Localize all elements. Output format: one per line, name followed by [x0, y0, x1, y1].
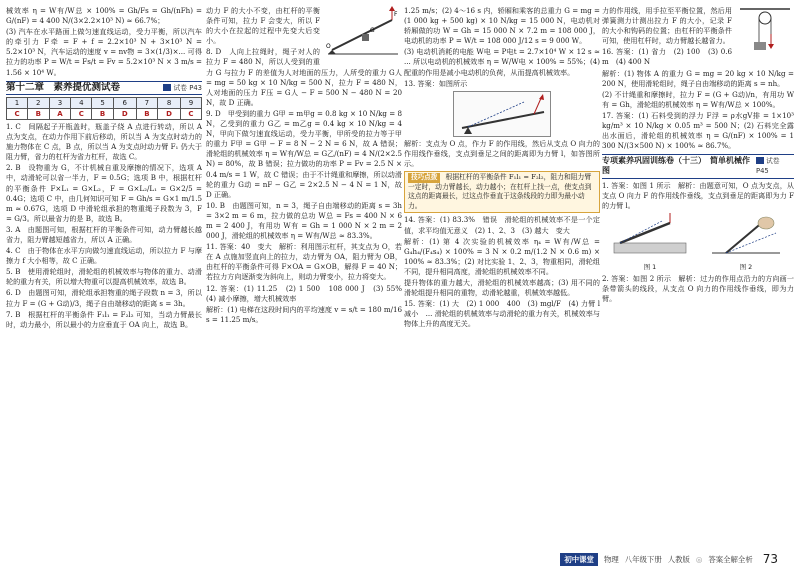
lever-answer-diagram — [453, 91, 551, 137]
footer-label: 答案全解全析 — [708, 554, 753, 564]
question-number-cell: 6 — [113, 97, 136, 108]
section-reference: 试卷 P45 — [755, 157, 780, 176]
figure-1 — [610, 213, 690, 272]
paragraph: (3) 电动机消耗的电能 W电 = P电t = 2.7×10⁴ W × 12 s ≈ ... 所以电动机的机械效率 η = W/W电 × 100% = 55%；(4) 配重的作用是减小电动机的负荷，从而提高机械效率。 — [404, 47, 600, 77]
answer-cell: B — [136, 108, 158, 119]
question-number-cell: 8 — [158, 97, 181, 108]
label-g: G — [370, 27, 375, 34]
subject-label: 物理 — [603, 554, 619, 564]
paragraph: 8. D 人向上拉绳时，绳子对人的拉力 F = 480 N，所以人受到的重力 G 与拉力 F 的差值为人对地面的压力，人所受的重力 G人 = mg = 50 kg × 10 N/kg = 500 N，拉力 F = 480 N，人对地面的压力 F压 = G人 − F = 500 N − 480 N = 20 N，故 D 正确。 — [206, 47, 402, 107]
page-number: 73 — [762, 552, 778, 566]
edition-label: 人教版 — [667, 554, 690, 564]
paragraph: 2. B 设物重为 G，不计机械自重及摩擦的情况下，选项 A 中，动滑轮可以省一半力，F = 0.5G；选项 B 中，根据杠杆的平衡条件 F×L₁ = G×L₂，F = G×L₂/L₁ = G×2/5 = 0.4G；选项 C 中，由几何知识可知 F = Gh/s = G×1 m/1.5 m ≈ 0.67G，选项 D 中滑轮组承担的物重绳子段数为 3，F = G/3。所以最省力的是 B，故选 B。 — [6, 163, 202, 223]
column-3 — [404, 6, 600, 538]
grade-label: 八年级下册 — [624, 554, 662, 564]
paragraph: 解析：(1) 电梯在这段时间内的平均速度 v = s/t = 180 m/16 s = 11.25 m/s。 — [206, 304, 402, 324]
paragraph: 1. C 间隔起子开瓶盖时，瓶盖子绕 A 点进行转动，所以 A 点为支点，在动力作用下前后移动，所以当 A 为支点时动力的施力物体在 C 点，B 点，所以当 A 为支点时动力臂 F₁ 仍大于阻力臂，省力的杠杆为省力杠杆，故选 C。 — [6, 121, 202, 162]
separator-icon: ◎ — [695, 554, 703, 564]
label-f: F — [394, 11, 398, 18]
question-number-cell: 3 — [49, 97, 71, 108]
question-number-cell: 9 — [180, 97, 201, 108]
paragraph: 1.25 m/s；(2) 4～16 s 内，轿厢和乘客的总重力 G = mg = (1 000 kg + 500 kg) × 10 N/kg = 15 000 N，电动机对轿厢做的功 W = Gh = 15 000 N × 7.2 m = 108 000 J，电动机的功率 P = W/t = 108 000 J/12 s = 9 000 W。 — [404, 6, 600, 46]
paragraph: 力的作用线，用手拉至平衡位置，然后用弹簧测力计测出拉力 F 的大小，记录 F 的大小和钩码的位置；由杠杆的平衡条件可知，使用杠杆时，动力臂越长越省力。 — [602, 6, 732, 46]
answer-cell: C — [7, 108, 28, 119]
column-2 — [206, 6, 402, 538]
answer-cell: C — [180, 108, 201, 119]
brand-label: 初中课堂 — [560, 553, 598, 566]
paragraph: 14. 答案：(1) 83.3% 错误 滑轮组的机械效率不是一个定值，求平均值无意义 (2) 1、2、3 (3) 越大 变大 — [404, 215, 600, 235]
paragraph: 12. 答案：(1) 11.25 (2) 1 500 108 000 J (3) 55% (4) 减小摩擦，增大机械效率 — [206, 283, 402, 303]
answer-cell: C — [71, 108, 92, 119]
paragraph: 解析：(1) 物体 A 的重力 G = mg = 20 kg × 10 N/kg = 200 N，使用滑轮组时，绳子自由端移动的距离 s = nh。 — [602, 68, 794, 88]
column-4 — [602, 6, 794, 538]
paragraph: 械效率 η = W有/W总 × 100% = Gh/Fs = Gh/(nFh) = G/(nF) = 4 400 N/(3×2.2×10³ N) ≈ 66.7%； — [6, 6, 202, 26]
question-number-cell: 5 — [92, 97, 114, 108]
book-icon — [756, 157, 764, 164]
paragraph: 11. 答案：40 变大 解析：利用图示杠杆，其支点为 O，若在 A 点施加竖直向上的拉力，动力臂为 OA，阻力臂为 OB，由杠杆的平衡条件可得 F×OA = G×OB，解得 F = 40 N；若拉力方向逐渐变为斜向上，则动力臂变小，拉力将变大。 — [206, 242, 402, 282]
tip-tag: 技巧点拨 — [408, 173, 440, 183]
tip-text: 根据杠杆的平衡条件 F₁l₁ = F₂l₂，阻力和阻力臂一定时，动力臂越长，动力越小；在杠杆上找一点，使支点到这点的距离最长，过这点作垂直于这条线段的力即为最小动力。 — [408, 173, 592, 210]
column-1 — [6, 6, 202, 538]
figure-caption: 图 1 — [643, 262, 657, 271]
paragraph: 解析：支点为 O 点，作力 F 的作用线，然后从支点 O 向力的作用线作垂线，支点到垂足之间的距离即为力臂 l，如答图所示。 — [404, 138, 600, 168]
question-number-cell: 4 — [71, 97, 92, 108]
paragraph: 15. 答案：(1) 大 (2) 1 000 400 (3) mgl/F (4) 力臂 l 减小 ... 滑轮组的机械效率与动滑轮的重力有关，机械效率与物体上升的高度无关。 — [404, 299, 600, 329]
paragraph: 提升物体的重力越大，滑轮组的机械效率越高；(3) 用不同的滑轮组提升相同的重物，动滑轮越重，机械效率越低。 — [404, 277, 600, 298]
question-number-cell: 1 — [7, 97, 28, 108]
wrench-diagram — [610, 213, 690, 259]
answer-cell: B — [92, 108, 114, 119]
paragraph: 6. D 由题图可知，滑轮组承担物重的绳子段数 n = 3，所以拉力 F = (G + G动)/3，绳子自由端移动的距离 s = 3h。 — [6, 288, 202, 308]
page-footer — [0, 544, 800, 574]
answer-cell: D — [158, 108, 181, 119]
section-title: 专项素养巩固训练卷（十三） 简单机械作图 — [602, 156, 750, 176]
paragraph: 10. B 由题图可知，n = 3，绳子自由端移动的距离 s = 3h = 3×2 m = 6 m，拉力做的总功 W总 = Fs = 400 N × 6 m = 2 400 J，有用功 W有 = Gh = 1 000 N × 2 m = 2 000 J，滑轮组的机械效率 η = W有/W总 ≈ 83.3%。 — [206, 200, 402, 241]
question-number-cell: 7 — [136, 97, 158, 108]
paragraph: 1. 答案：如图 1 所示 解析：由题意可知，O 点为支点，从支点 O 向力 F 的作用线作垂线，支点到垂足的距离即为力 F 的力臂 l。 — [602, 180, 794, 210]
paragraph: 16. 答案：(1) 省力 (2) 100 (3) 0.6 m (4) 400 N — [602, 47, 732, 67]
answer-cell: B — [28, 108, 50, 119]
section-title: 第十二章 素养提优测试卷 — [6, 81, 121, 93]
paragraph: 7. B 根据杠杆的平衡条件 F₁l₁ = F₂l₂ 可知，当动力臂最长时，动力最小，所以最小的力应垂直于 OA 向上，故选 B。 — [6, 309, 202, 329]
hand-tool-diagram — [706, 213, 786, 259]
figure-caption: 图 2 — [739, 262, 753, 271]
lever-diagram — [324, 6, 402, 58]
paragraph: 17. 答案：(1) 石料受到的浮力 F浮 = ρ水gV排 = 1×10³ kg/m³ × 10 N/kg × 0.05 m³ = 500 N；(2) 石料完全露出水面后，滑轮组的机械效率 η = G/(nF) × 100% = 1 300 N/(3×500 N) × 100% ≈ 86.7%。 — [602, 110, 794, 151]
figure-2 — [706, 213, 786, 272]
paragraph: 5. B 使用滑轮组时，滑轮组的机械效率与物体的重力、动滑轮的重力有关，所以增大物重可以提高机械效率，故选 B。 — [6, 267, 202, 287]
paragraph: (3) 汽车在水平路面上做匀速直线运动，受力平衡，所以汽车的牵引力 F牵 = F + f = 2.2×10³ N + 3×10³ N = 5.2×10³ N，汽车运动的速度 v = nv物 = 3×(1/3)×... 可得拉力的功率 P = W/t = Fs/t = Fv = 5.2×10³ N × 3 m/s = 1.56 × 10⁴ W。 — [6, 27, 202, 77]
figure-row — [602, 213, 794, 272]
paragraph: 动力 F 的大小不变，由杠杆的平衡条件可知，拉力 F 会变大，所以 F 的大小在拉起的过程中先变大后变小。 — [206, 6, 320, 46]
question-number-cell: 2 — [28, 97, 50, 108]
paragraph: (2) 不计绳重和摩擦时，拉力 F = (G + G动)/n，有用功 W有 = Gh，滑轮组的机械效率 η = W有/W总 × 100%。 — [602, 89, 794, 109]
paragraph: 2. 答案：如图 2 所示 解析：过力的作用点沿力的方向画一条带箭头的线段，从支点 O 向力的作用线作垂线，即为力臂。 — [602, 273, 794, 304]
label-o: O — [326, 43, 331, 50]
paragraph: 4. C 由于物体在水平方向做匀速直线运动，所以拉力 F 与摩擦力 f 大小相等，故 C 正确。 — [6, 246, 202, 266]
paragraph: 13. 答案：如图所示 — [404, 78, 468, 88]
book-icon — [163, 84, 171, 91]
answer-cell: A — [49, 108, 71, 119]
section-header — [6, 81, 202, 95]
answer-row — [7, 108, 202, 119]
answer-cell: D — [113, 108, 136, 119]
tip-box — [404, 171, 600, 213]
section-reference: 试卷 P43 — [163, 83, 202, 93]
pulley-diagram — [736, 6, 794, 52]
answer-table — [6, 97, 202, 120]
paragraph: 解析：(1) 第 4 次实验的机械效率 η₄ = W有/W总 = G₄h₄/(F₄s₄) × 100% = 3 N × 0.2 m/(1.2 N × 0.6 m) × 100% ≈ 83.3%；(2) 对比实验 1、2、3，物重相同，滑轮组不同，提升相同高度，滑轮组的机械效率不同。 — [404, 236, 600, 276]
question-number-row — [7, 97, 202, 108]
paragraph: 9. D 甲受到的重力 G甲 = m甲g = 0.8 kg × 10 N/kg = 8 N，乙受到的重力 G乙 = m乙g = 0.4 kg × 10 N/kg = 4 N，甲向下做匀速直线运动，受力平衡，甲所受的拉力等于甲的重力 F甲 = G甲 − F = 8 N − 2 N = 6 N，故 A 错误；滑轮组的机械效率 η = W有/W总 = G乙/(nF) = 4 N/(2×2.5 N) = 80%，故 B 错误；拉力做功的功率 P = Fv = 2.5 N × 0.4 m/s = 1 W，故 C 错误；由于不计绳重和摩擦，所以动滑轮的重力 G动 = nF − G乙 = 2×2.5 N − 4 N = 1 N，故 D 正确。 — [206, 108, 402, 199]
paragraph: 3. A 由题图可知，根据杠杆的平衡条件可知，动力臂越长越省力，阻力臂越短越省力，所以 A 正确。 — [6, 224, 202, 244]
section-header — [602, 154, 794, 178]
